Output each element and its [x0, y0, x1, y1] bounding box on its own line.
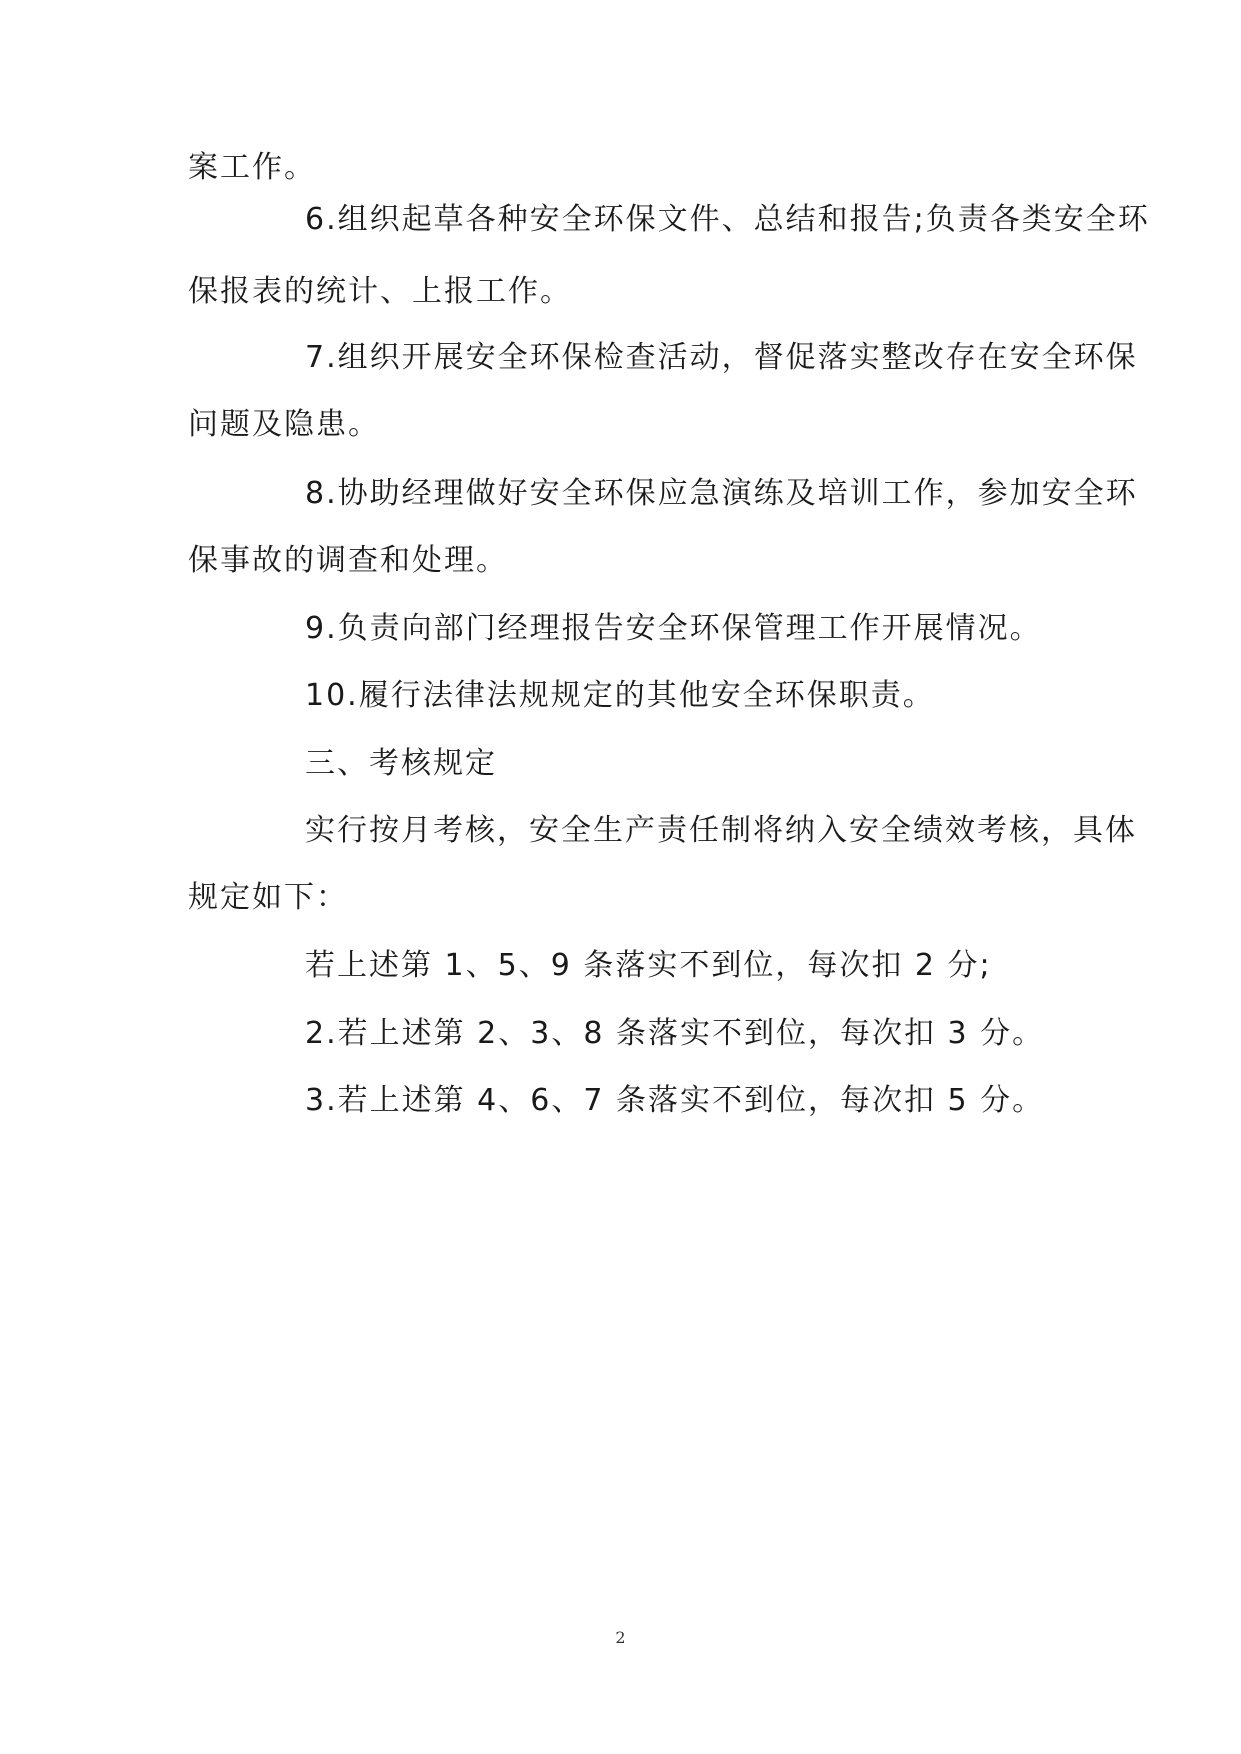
text-line-rule-1: 若上述第 1、5、9 条落实不到位，每次扣 2 分; [305, 948, 992, 983]
text-line-item-7-end: 问题及隐患。 [188, 407, 380, 442]
text-line-rule-2: 2.若上述第 2、3、8 条落实不到位，每次扣 3 分。 [305, 1016, 1045, 1051]
text-line-paragraph-end: 规定如下： [188, 880, 348, 915]
text-line-item-10: 10.履行法律法规规定的其他安全环保职责。 [305, 678, 935, 713]
text-line-rule-3: 3.若上述第 4、6、7 条落实不到位，每次扣 5 分。 [305, 1083, 1045, 1118]
section-heading: 三、考核规定 [305, 746, 497, 781]
text-line-paragraph-start: 实行按月考核，安全生产责任制将纳入安全绩效考核，具体 [305, 813, 1137, 848]
text-line-item-9: 9.负责向部门经理报告安全环保管理工作开展情况。 [305, 611, 1042, 646]
text-line-item-6-end: 保报表的统计、上报工作。 [188, 274, 572, 309]
text-line-item-8-start: 8.协助经理做好安全环保应急演练及培训工作，参加安全环 [305, 476, 1138, 511]
text-line-continuation: 案工作。 [188, 150, 316, 185]
text-line-item-7-start: 7.组织开展安全环保检查活动，督促落实整改存在安全环保 [305, 340, 1138, 375]
page-number: 2 [615, 1628, 626, 1647]
text-line-item-6-start: 6.组织起草各种安全环保文件、总结和报告;负责各类安全环 [305, 202, 1150, 237]
text-line-item-8-end: 保事故的调查和处理。 [188, 543, 508, 578]
